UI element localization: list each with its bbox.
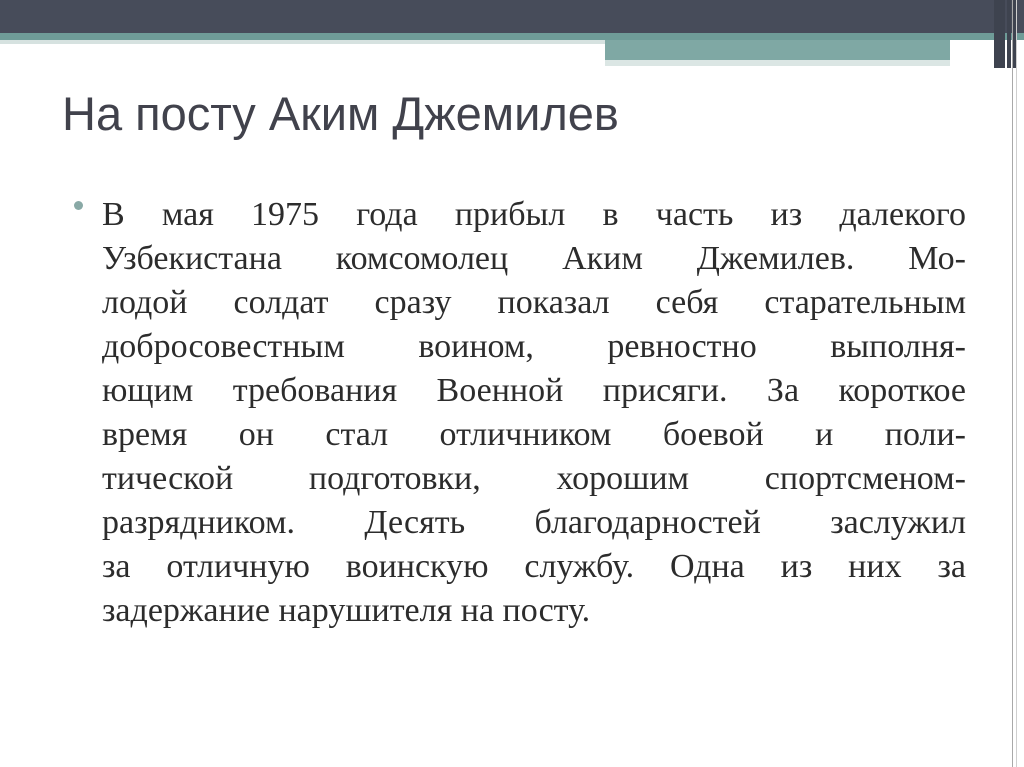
right-stripe-dark-2 (1007, 0, 1011, 68)
body-line: за отличную воинскую службу. Одна из них за (102, 548, 966, 585)
header-band-dark (0, 0, 1024, 33)
header-band-step (605, 40, 950, 60)
bullet-dot-icon (74, 201, 83, 210)
body-line: время он стал отличником боевой и поли- (102, 416, 966, 453)
header-band-teal (0, 33, 1024, 40)
slide-body (74, 193, 966, 633)
bullet-text (102, 193, 966, 633)
right-edge-line-2 (1016, 0, 1017, 767)
right-stripe-dark (994, 0, 1005, 68)
body-line: лодой солдат сразу показал себя старательным (102, 284, 966, 321)
header-band-step-light (605, 60, 950, 66)
bullet-item (74, 193, 966, 633)
header-band-light (0, 40, 605, 44)
body-line: задержание нарушителя на посту. (102, 592, 591, 629)
body-line: ющим требования Военной присяги. За короткое (102, 372, 966, 409)
slide-title: На посту Аким Джемилев (62, 87, 619, 140)
right-edge-line (1012, 0, 1013, 767)
body-line: В мая 1975 года прибыл в часть из далекого (102, 196, 966, 233)
body-line: разрядником. Десять благодарностей заслужил (102, 504, 966, 541)
body-line: тической подготовки, хорошим спортсменом- (102, 460, 966, 497)
body-line: Узбекистана комсомолец Аким Джемилев. Мо- (102, 240, 966, 277)
body-line: добросовестным воином, ревностно выполня- (102, 328, 966, 365)
